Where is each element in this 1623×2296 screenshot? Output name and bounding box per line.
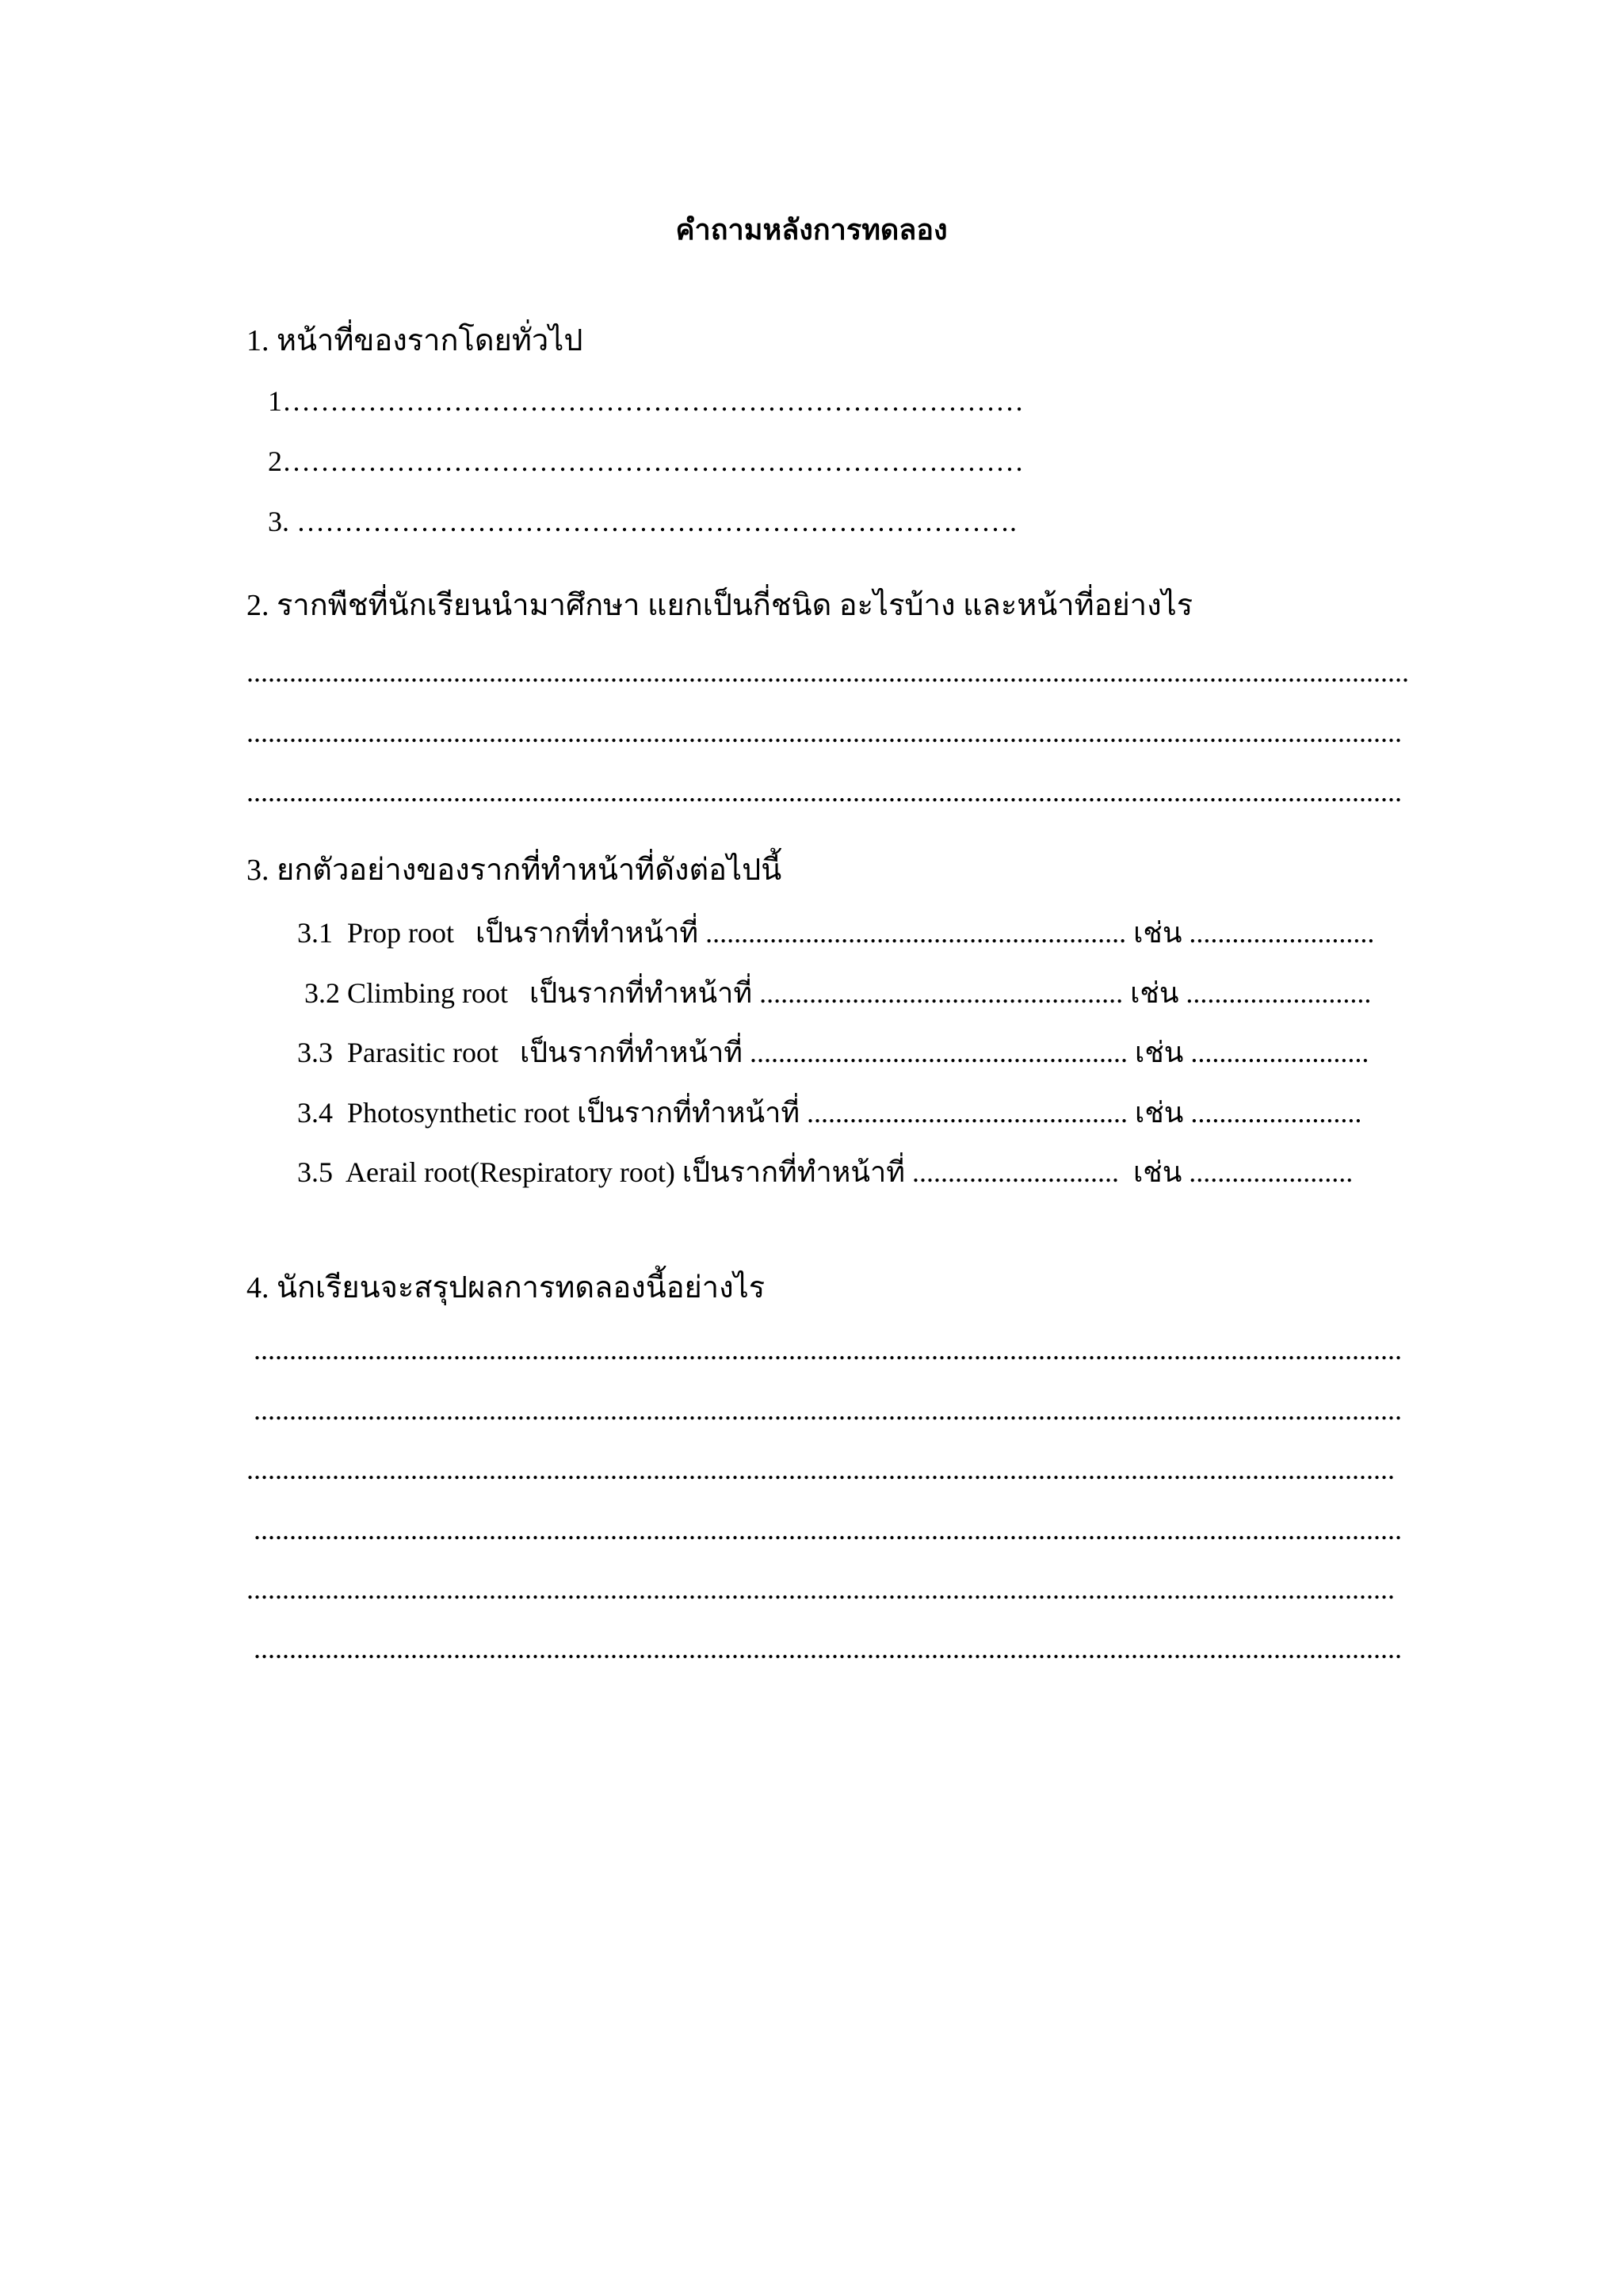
question-2-answer-line-1[interactable]: ................................................................................................................................................................... — [246, 656, 1409, 688]
question-1-answer-line-2[interactable]: 2…………………………………………………………………… — [268, 445, 1024, 477]
question-4-answer-line-3[interactable]: ................................................................................................................................................................. — [246, 1454, 1395, 1485]
question-4-heading: 4. นักเรียนจะสรุปผลการทดลองนี้อย่างไร — [246, 1271, 766, 1305]
question-2-heading: 2. รากพืชที่นักเรียนนำมาศึกษา แยกเป็นกี่ชนิด อะไรบ้าง และหน้าที่อย่างไร — [246, 589, 1193, 622]
page-title: คำถามหลังการทดลอง — [675, 214, 948, 246]
question-3-item-climbing-root[interactable]: 3.2 Climbing root เป็นรากที่ทำหน้าที่ ................................................... เช่น .......................... — [297, 977, 1372, 1009]
question-3-item-parasitic-root[interactable]: 3.3 Parasitic root เป็นรากที่ทำหน้าที่ ..................................................... เช่น ......................... — [297, 1037, 1369, 1068]
question-2-answer-line-3[interactable]: .................................................................................................................................................................. — [246, 776, 1402, 808]
question-3-item-prop-root[interactable]: 3.1 Prop root เป็นรากที่ทำหน้าที่ ........................................................... เช่น .......................... — [297, 917, 1375, 949]
question-1-heading: 1. หน้าที่ของรากโดยทั่วไป — [246, 324, 583, 357]
question-1-answer-line-3[interactable]: 3. …………………………………………………………………. — [268, 506, 1017, 537]
question-4-answer-line-6[interactable]: ................................................................................................................................................................. — [246, 1633, 1402, 1664]
question-3-heading: 3. ยกตัวอย่างของรากที่ทำหน้าที่ดังต่อไปนี้ — [246, 854, 782, 887]
question-4-answer-line-5[interactable]: ................................................................................................................................................................. — [246, 1573, 1395, 1605]
question-3-item-photosynthetic-root[interactable]: 3.4 Photosynthetic root เป็นรากที่ทำหน้าที่ ............................................. เช่น ........................ — [297, 1097, 1362, 1129]
question-4-answer-line-2[interactable]: ................................................................................................................................................................. — [246, 1394, 1402, 1426]
question-1-answer-line-1[interactable]: 1…………………………………………………………………… — [268, 385, 1024, 417]
question-4-answer-line-4[interactable]: ................................................................................................................................................................. — [246, 1514, 1402, 1545]
question-2-answer-line-2[interactable]: .................................................................................................................................................................. — [246, 716, 1402, 748]
question-4-answer-line-1[interactable]: ................................................................................................................................................................. — [246, 1334, 1402, 1366]
question-3-item-aerial-root[interactable]: 3.5 Aerail root(Respiratory root) เป็นรากที่ทำหน้าที่ ............................. เช่น ....................... — [297, 1156, 1354, 1188]
